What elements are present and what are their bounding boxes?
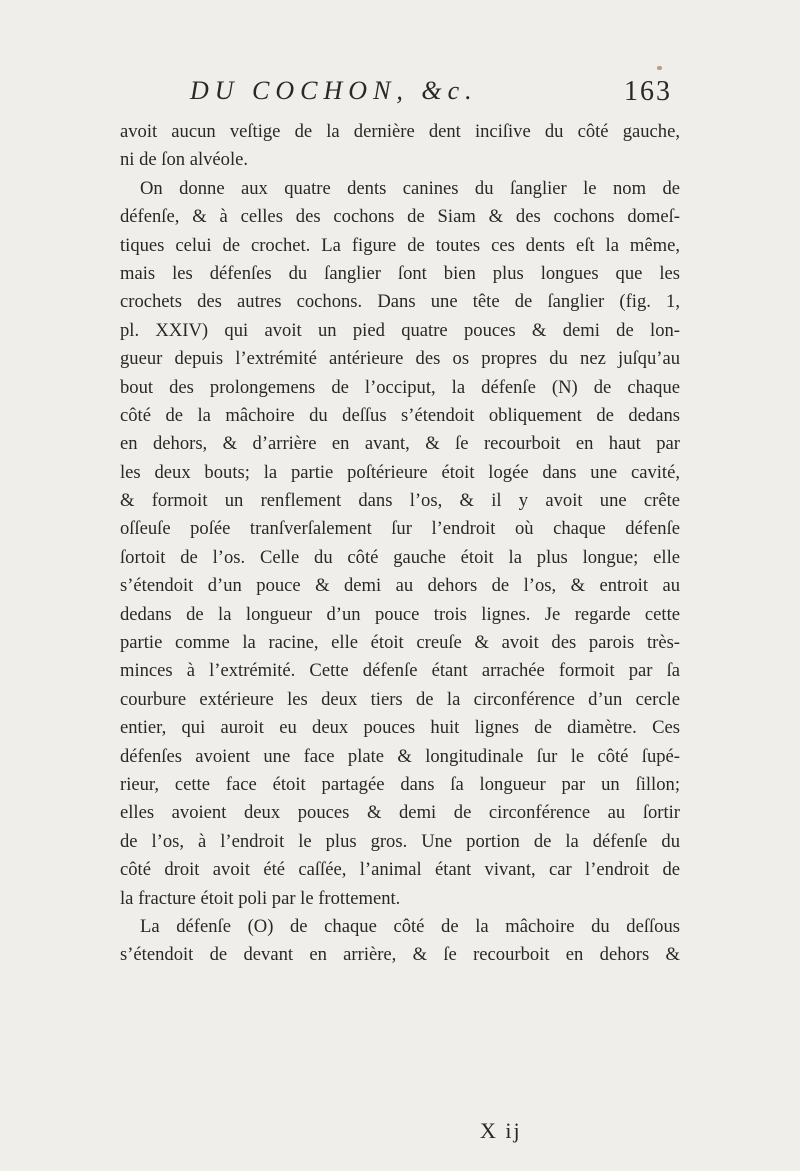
ink-speck [657, 66, 662, 70]
text-line: tiques celui de crochet. La figure de toutes ces dents eſt la même, [120, 234, 680, 256]
text-line: en dehors, & d’arrière en avant, & ſe recourboit en haut par [120, 433, 680, 455]
text-line: ſortoit de l’os. Celle du côté gauche étoit la plus longue; elle [120, 546, 680, 568]
text-line: bout des prolongemens de l’occiput, la défenſe (N) de chaque [120, 376, 680, 398]
body-text [120, 118, 680, 970]
text-line: & formoit un renflement dans l’os, & il y avoit une crête [120, 490, 680, 512]
text-line: rieur, cette face étoit partagée dans ſa longueur par un ſillon; [120, 773, 680, 795]
text-line: côté droit avoit été caſſée, l’animal étant vivant, car l’endroit de [120, 859, 680, 881]
text-line: défenſes avoient une face plate & longitudinale ſur le côté ſupé- [120, 745, 680, 767]
text-line: dedans de la longueur d’un pouce trois lignes. Je regarde cette [120, 603, 680, 625]
text-line: oſſeuſe poſée tranſverſalement ſur l’endroit où chaque défenſe [120, 518, 680, 540]
text-line: ni de ſon alvéole. [120, 149, 249, 171]
text-line: côté de la mâchoire du deſſus s’étendoit obliquement de dedans [120, 404, 680, 426]
text-line: La défenſe (O) de chaque côté de la mâchoire du deſſous [140, 915, 680, 937]
text-line: elles avoient deux pouces & demi de circonférence au ſortir [120, 802, 680, 824]
text-line: s’étendoit d’un pouce & demi au dehors de l’os, & entroit au [120, 575, 680, 597]
text-line: la fracture étoit poli par le frottement. [120, 887, 401, 909]
text-line: minces à l’extrémité. Cette défenſe étant arrachée formoit par ſa [120, 660, 680, 682]
text-line: de l’os, à l’endroit le plus gros. Une portion de la défenſe du [120, 830, 680, 852]
signature-mark: X ij [480, 1118, 522, 1143]
text-line: entier, qui auroit eu deux pouces huit lignes de diamètre. Ces [120, 717, 680, 739]
text-line: pl. XXIV) qui avoit un pied quatre pouces & demi de lon- [120, 319, 680, 341]
text-line: On donne aux quatre dents canines du ſanglier le nom de [140, 177, 680, 199]
text-line: défenſe, & à celles des cochons de Siam & des cochons domeſ- [120, 206, 680, 228]
text-line: les deux bouts; la partie poſtérieure étoit logée dans une cavité, [120, 461, 680, 483]
text-line: avoit aucun veſtige de la dernière dent inciſive du côté gauche, [120, 121, 680, 142]
text-line: s’étendoit de devant en arrière, & ſe recourboit en dehors & [120, 944, 680, 966]
text-line: partie comme la racine, elle étoit creuſe & avoit des parois très- [120, 632, 680, 654]
text-line: crochets des autres cochons. Dans une tête de ſanglier (fig. 1, [120, 291, 680, 313]
text-line: gueur depuis l’extrémité antérieure des os propres du nez juſqu’au [120, 348, 680, 370]
running-head: DU COCHON, &c. [190, 76, 478, 105]
text-line: courbure extérieure les deux tiers de la circonférence d’un cercle [120, 688, 680, 710]
page-number: 163 [624, 76, 672, 107]
text-line: mais les défenſes du ſanglier ſont bien plus longues que les [120, 262, 680, 284]
